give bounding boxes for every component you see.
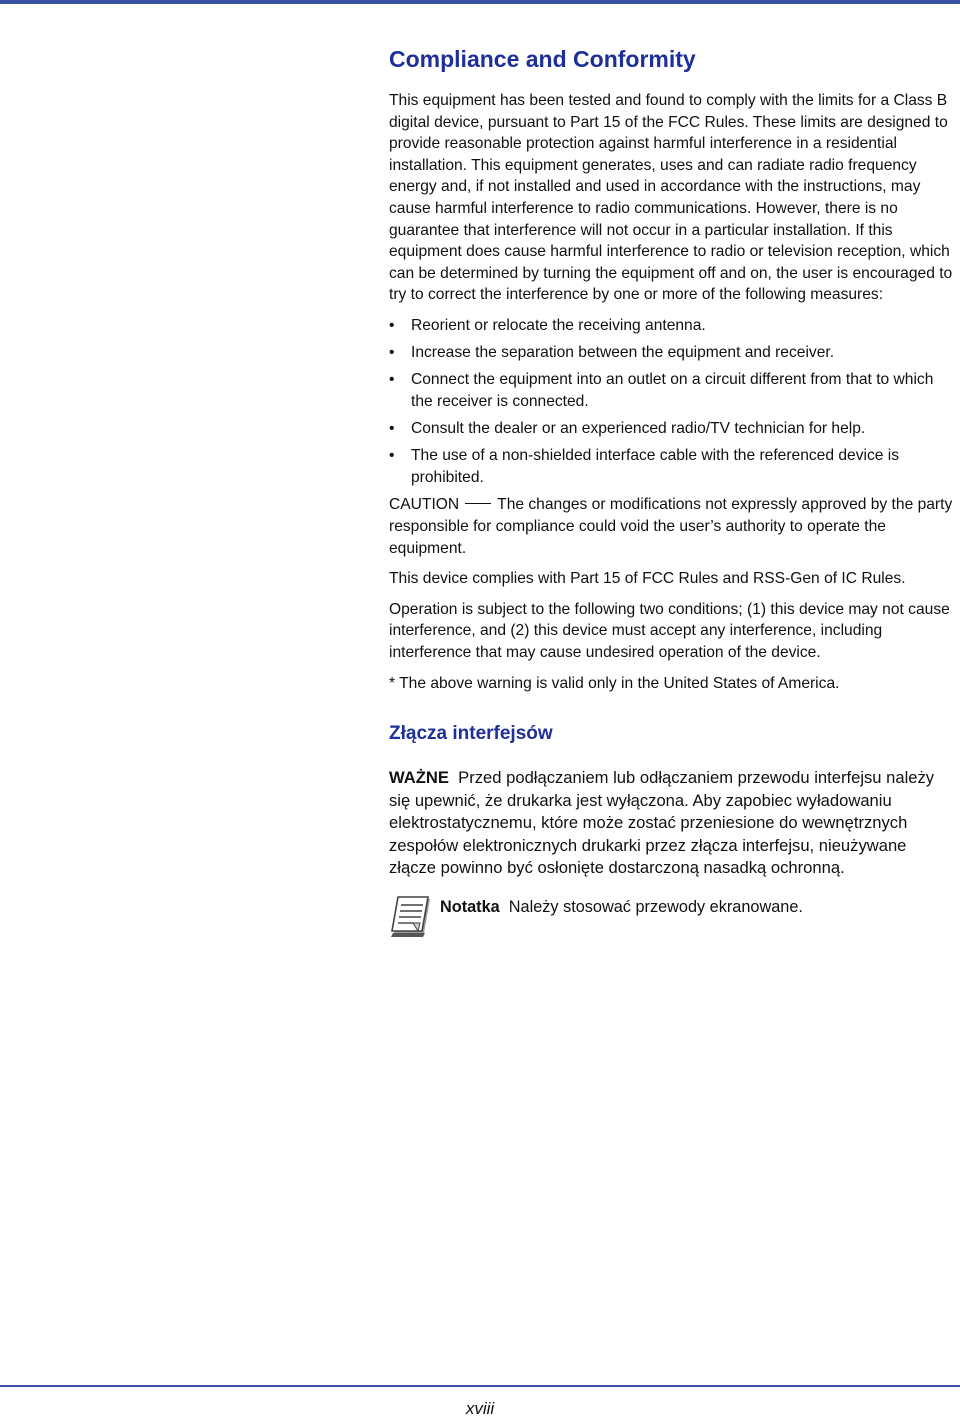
important-paragraph xyxy=(389,767,955,880)
operation-paragraph: Operation is subject to the following two conditions; (1) this device may not cause interference, and (2) this device must accept any interference, including interference that may cause undesired operation of the device. xyxy=(389,600,950,662)
important-text: Przed podłączaniem lub odłączaniem przewodu interfejsu należy się upewnić, że drukarka jest wyłączona. Aby zapobiec wyładowaniu elektrostatycznemu, które może zostać przeniesione do wewnętrznych zespołów elektronicznych drukarki przez złącza interfejsu, nieużywane złącze powinno być osłonięte dostarczoną nasadką ochronną. xyxy=(389,768,935,878)
list-item-text: The use of a non-shielded interface cable with the referenced device is prohibited. xyxy=(411,447,900,486)
list-item-text: Increase the separation between the equipment and receiver. xyxy=(411,344,835,362)
bullet: • xyxy=(389,420,395,438)
caution-label: CAUTION xyxy=(389,496,460,514)
list-item xyxy=(389,342,955,364)
list-item-text: Connect the equipment into an outlet on a circuit different from that to which the receiver is connected. xyxy=(411,371,934,410)
note-icon xyxy=(389,896,433,938)
fcc-paragraph: This equipment has been tested and found to comply with the limits for a Class B digital device, pursuant to Part 15 of the FCC Rules. These limits are designed to provide reasonable protection against harmful interference in a residential installation. This equipment generates, uses and can radiate radio frequency energy and, if not installed and used in accordance with the instructions, may cause harmful interference to radio communications. However, there is no guarantee that interference will not occur in a particular installation. If this equipment does cause harmful interference to radio or television reception, which can be determined by turning the equipment off and on, the user is encouraged to try to correct the interference by one or more of the following measures: xyxy=(389,92,953,304)
measures-list xyxy=(389,315,955,489)
heading-interfaces: Złącza interfejsów xyxy=(389,723,553,745)
rss-paragraph: This device complies with Part 15 of FCC Rules and RSS-Gen of IC Rules. xyxy=(389,570,906,588)
caution-text: The changes or modifications not expressly approved by the party responsible for compliance could void the user’s authority to operate the equipment. xyxy=(389,496,953,557)
em-dash-rule xyxy=(465,503,491,504)
bottom-rule xyxy=(0,1385,960,1387)
list-item xyxy=(389,445,955,488)
caution-paragraph xyxy=(389,494,955,559)
important-label: WAŻNE xyxy=(389,768,449,788)
usa-warning: * The above warning is valid only in the United States of America. xyxy=(389,674,840,692)
bullet: • xyxy=(389,371,395,389)
bullet: • xyxy=(389,447,395,465)
list-item-text: Reorient or relocate the receiving antenna. xyxy=(411,316,706,334)
bullet: • xyxy=(389,316,395,334)
note-box xyxy=(389,896,955,944)
page-number: xviii xyxy=(465,1399,495,1418)
list-item xyxy=(389,369,955,412)
list-item xyxy=(389,418,955,440)
page-content xyxy=(389,44,955,944)
list-item xyxy=(389,315,955,337)
list-item-text: Consult the dealer or an experienced radio/TV technician for help. xyxy=(411,420,866,438)
top-rule xyxy=(0,0,960,4)
note-text: Należy stosować przewody ekranowane. xyxy=(508,897,803,916)
note-text-line xyxy=(440,896,803,918)
heading-compliance: Compliance and Conformity xyxy=(389,46,696,72)
bullet: • xyxy=(389,344,395,362)
note-label: Notatka xyxy=(440,897,500,916)
